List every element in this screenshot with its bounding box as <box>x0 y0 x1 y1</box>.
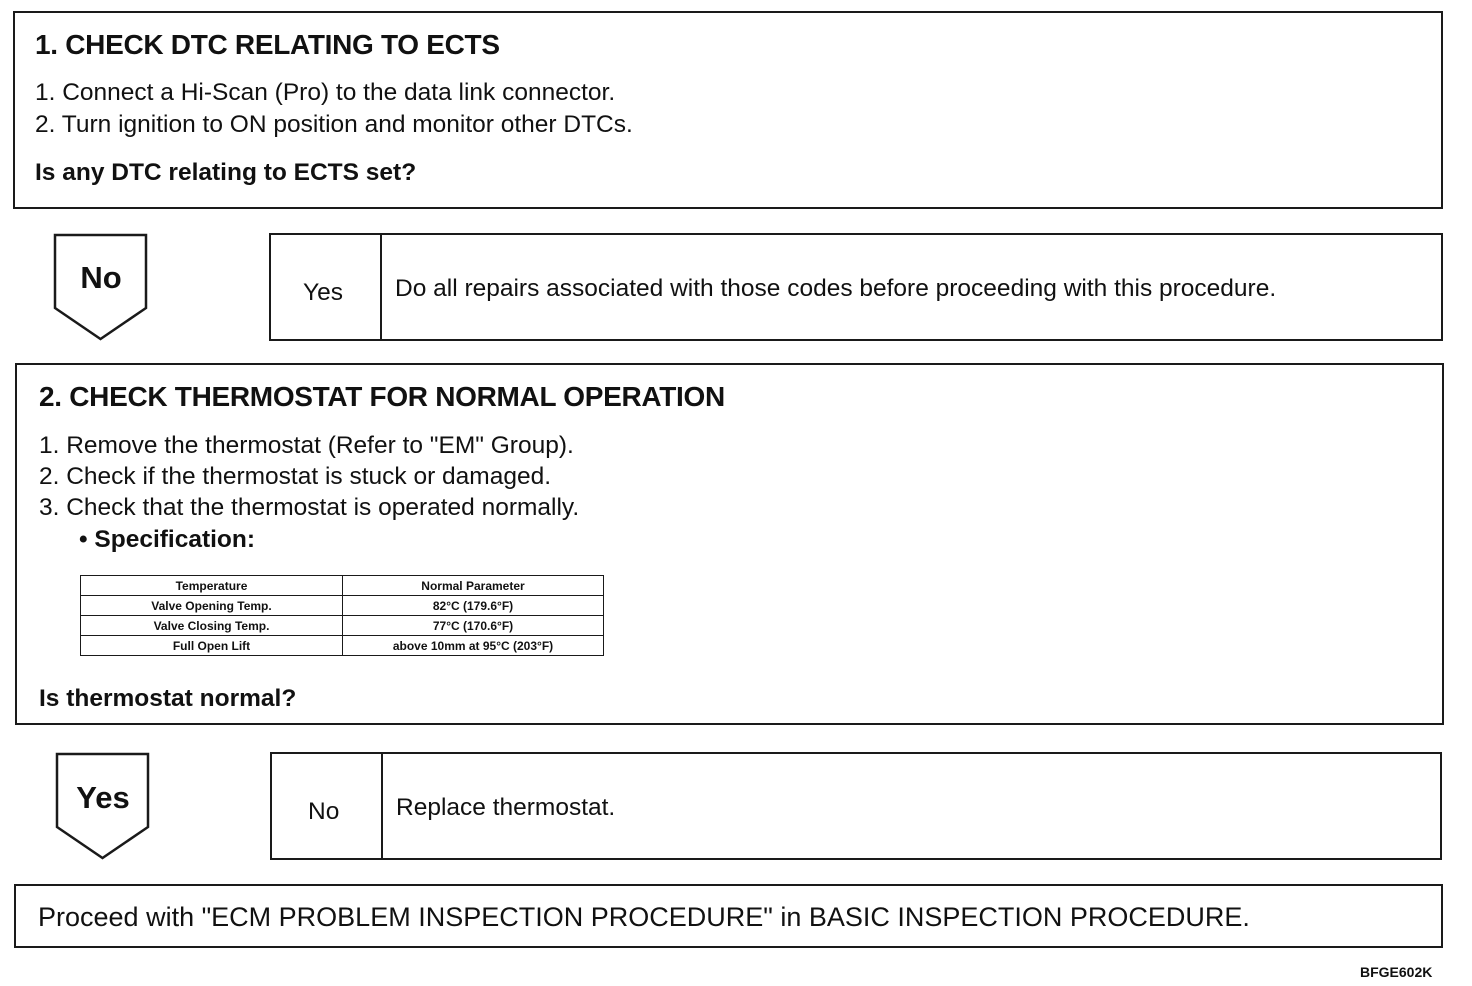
step2-title: 2. CHECK THERMOSTAT FOR NORMAL OPERATION <box>39 381 725 412</box>
step1-item-1: 1. Connect a Hi-Scan (Pro) to the data link connector. <box>35 79 616 106</box>
branch2-side-label: No <box>308 798 340 825</box>
branch1-divider <box>380 235 382 339</box>
step1-box <box>13 11 1443 209</box>
branch2-divider <box>381 754 383 858</box>
step2-question: Is thermostat normal? <box>39 685 297 712</box>
table-row <box>81 596 604 616</box>
branch2-arrow-label: Yes <box>76 780 130 815</box>
table-row <box>81 636 604 656</box>
step1-title: 1. CHECK DTC RELATING TO ECTS <box>35 29 500 60</box>
spec-cell: Full Open Lift <box>81 636 343 656</box>
branch2-box <box>270 752 1442 860</box>
step2-item-2: 2. Check if the thermostat is stuck or damaged. <box>39 463 552 490</box>
spec-table <box>80 575 604 656</box>
reference-code: BFGE602K <box>1360 964 1433 980</box>
spec-cell: 77°C (170.6°F) <box>343 616 604 636</box>
spec-cell: Valve Closing Temp. <box>81 616 343 636</box>
step2-item-1: 1. Remove the thermostat (Refer to "EM" Group). <box>39 432 574 459</box>
branch2-side-text: Replace thermostat. <box>396 794 616 821</box>
spec-cell: above 10mm at 95°C (203°F) <box>343 636 604 656</box>
step2-spec-bullet: • Specification: <box>79 526 256 553</box>
spec-table-header-row <box>81 576 604 596</box>
branch1-box <box>269 233 1443 341</box>
step1-question: Is any DTC relating to ECTS set? <box>35 159 417 186</box>
step2-box <box>15 363 1444 725</box>
final-box <box>14 884 1443 948</box>
step1-item-2: 2. Turn ignition to ON position and monitor other DTCs. <box>35 111 633 138</box>
table-row <box>81 616 604 636</box>
step2-item-3: 3. Check that the thermostat is operated normally. <box>39 494 580 521</box>
branch1-arrow-label: No <box>80 260 122 295</box>
spec-header-normal-parameter: Normal Parameter <box>343 576 604 596</box>
spec-cell: 82°C (179.6°F) <box>343 596 604 616</box>
branch1-side-text: Do all repairs associated with those codes before proceeding with this procedure. <box>395 275 1277 302</box>
spec-cell: Valve Opening Temp. <box>81 596 343 616</box>
final-text: Proceed with "ECM PROBLEM INSPECTION PROCEDURE" in BASIC INSPECTION PROCEDURE. <box>38 902 1250 932</box>
branch1-side-label: Yes <box>303 279 343 306</box>
spec-header-temperature: Temperature <box>81 576 343 596</box>
